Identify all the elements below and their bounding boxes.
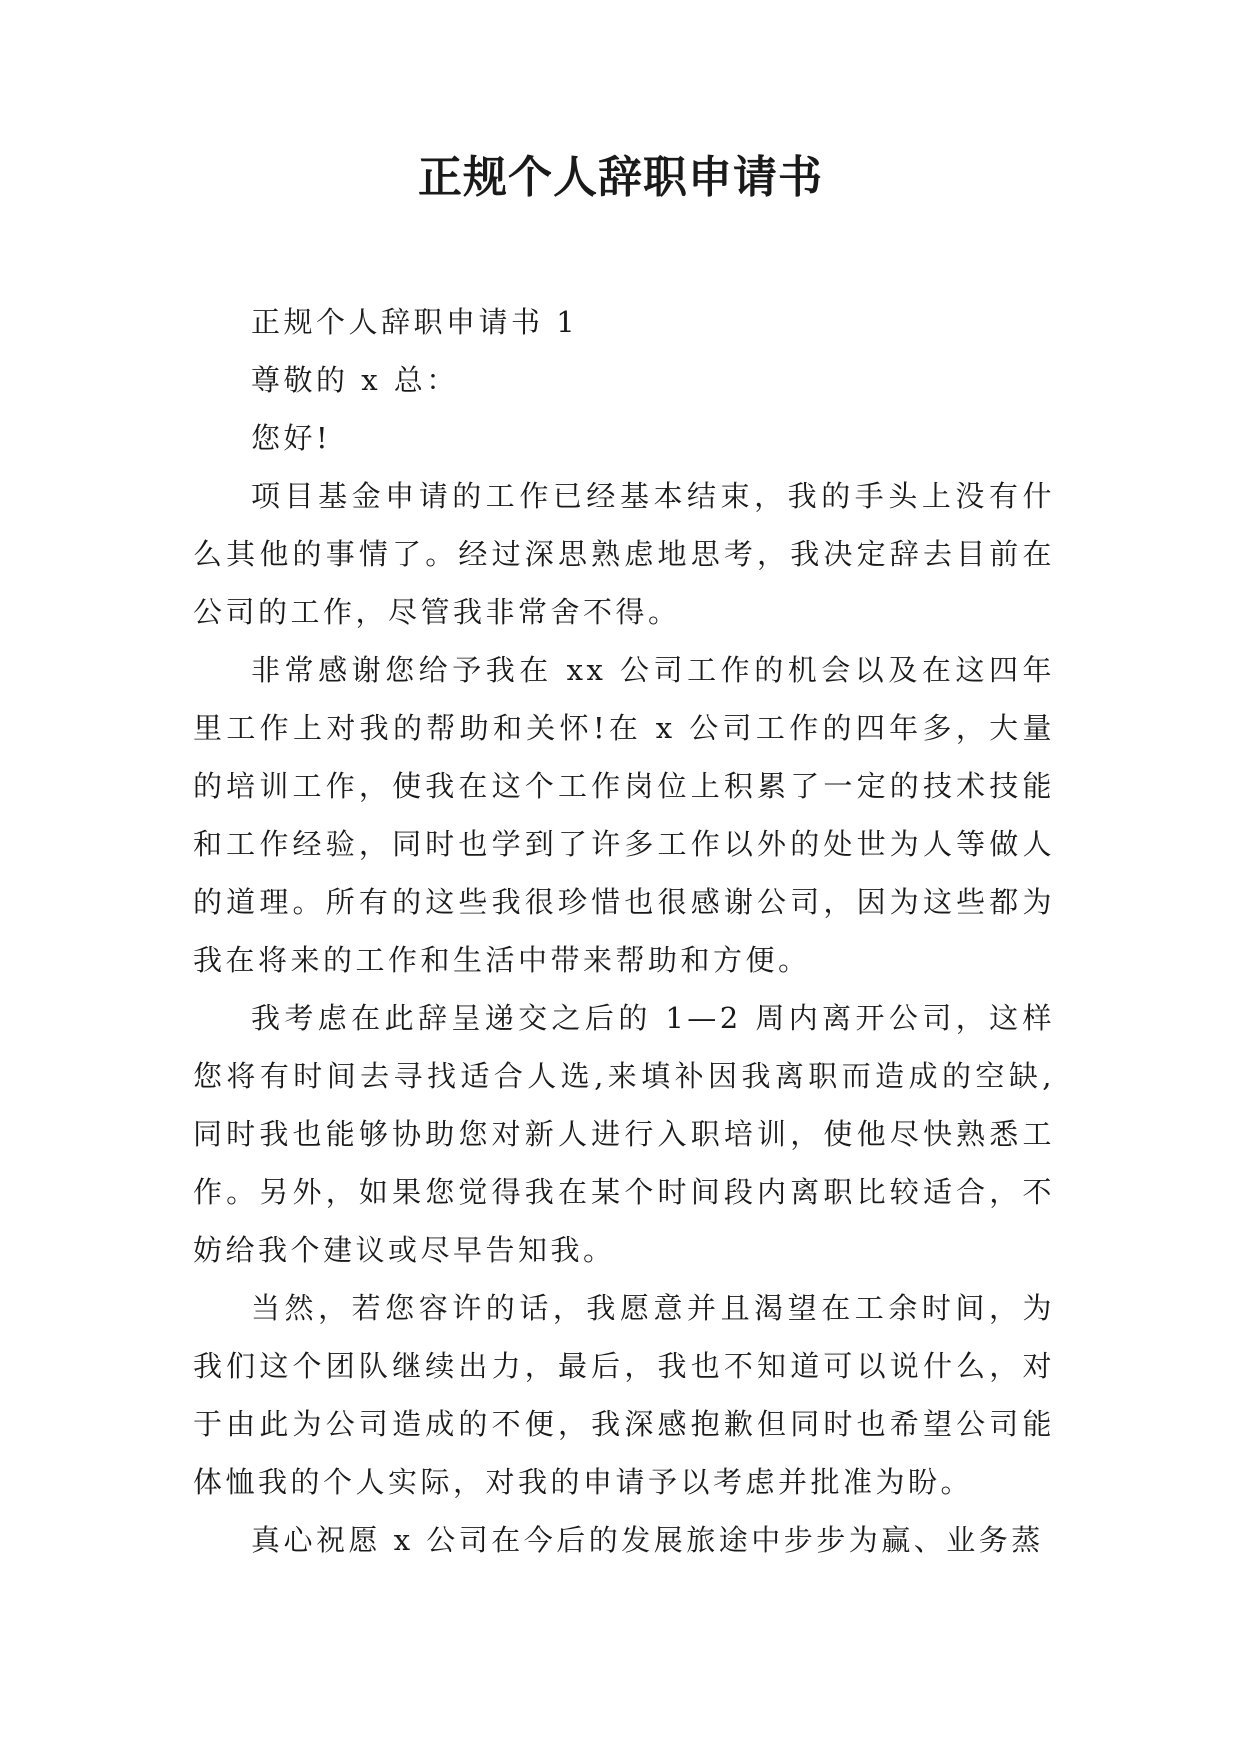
paragraph-body: 我考虑在此辞呈递交之后的 1—2 周内离开公司，这样您将有时间去寻找适合人选,来填补因我离职而造成的空缺,同时我也能够协助您对新人进行入职培训，使他尽快熟悉工作。另外，如果您觉得我在某个时间段内离职比较适合，不妨给我个建议或尽早告知我。: [193, 1001, 1055, 1267]
paragraph-body: 非常感谢您给予我在 xx 公司工作的机会以及在这四年里工作上对我的帮助和关怀!在 x 公司工作的四年多，大量的培训工作，使我在这个工作岗位上积累了一定的技术技能和工作经验，同时也学到了许多工作以外的处世为人等做人的道理。所有的这些我很珍惜也很感谢公司，因为这些都为我在将来的工作和生活中带来帮助和方便。: [193, 653, 1055, 977]
document-body: [193, 293, 1055, 1569]
paragraph-greeting: 您好!: [251, 421, 332, 455]
paragraph-body: 项目基金申请的工作已经基本结束，我的手头上没有什么其他的事情了。经过深思熟虑地思考，我决定辞去目前在公司的工作，尽管我非常舍不得。: [193, 479, 1055, 629]
document-title: 正规个人辞职申请书: [418, 152, 823, 203]
paragraph-salutation: 尊敬的 x 总：: [251, 363, 459, 397]
paragraph-body: 当然，若您容许的话，我愿意并且渴望在工余时间，为我们这个团队继续出力，最后，我也不知道可以说什么，对于由此为公司造成的不便，我深感抱歉但同时也希望公司能体恤我的个人实际，对我的申请予以考虑并批准为盼。: [193, 1291, 1055, 1499]
paragraph-heading: 正规个人辞职申请书 1: [251, 305, 579, 339]
paragraph-body: 真心祝愿 x 公司在今后的发展旅途中步步为赢、业务蒸: [251, 1523, 1044, 1557]
